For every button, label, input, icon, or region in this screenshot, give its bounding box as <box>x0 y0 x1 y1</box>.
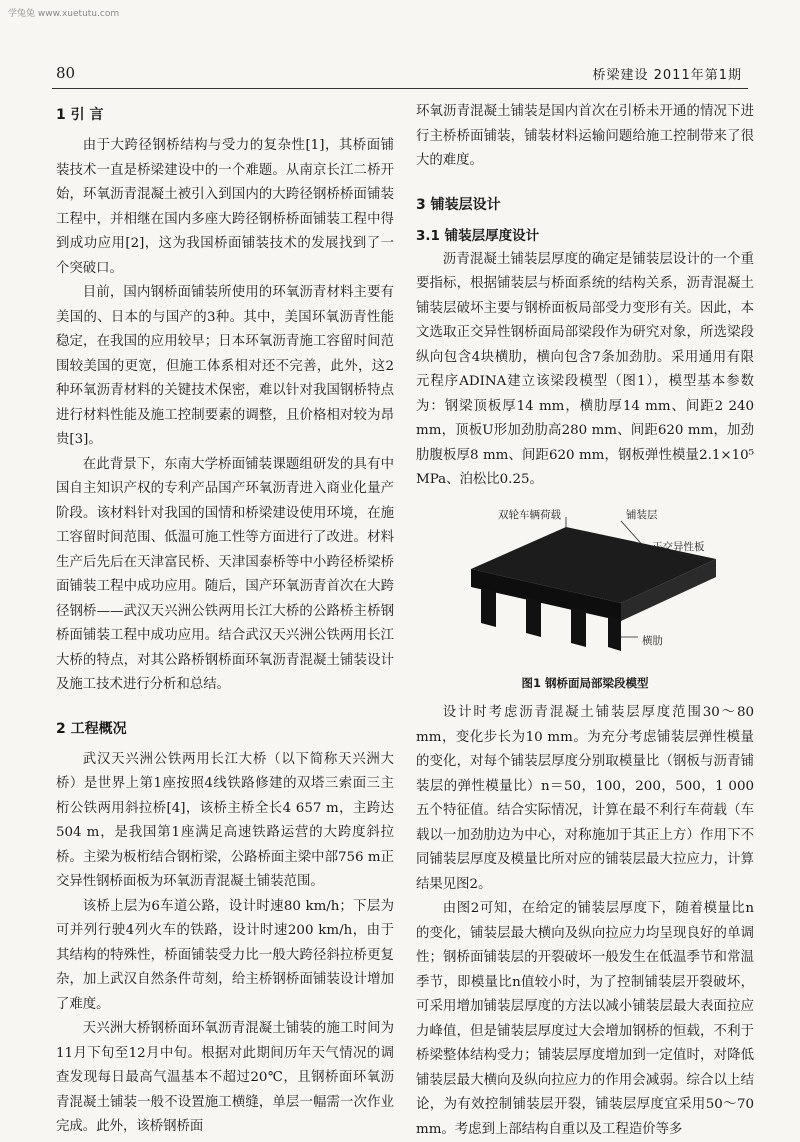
label-orthotropic-plate: 正交异性板 <box>652 540 705 553</box>
figure-1 <box>416 499 754 669</box>
right-column <box>416 100 754 1142</box>
page-number: 80 <box>56 64 76 82</box>
paragraph: 目前，国内钢桥面铺装所使用的环氧沥青材料主要有美国的、日本的与国产的3种。其中，美国环氧沥青性能稳定，在我国的应用较早；日本环氧沥青施工容留时间范围较美国的更宽，但施工体系相对还不完善，此外，这2种环氧沥青材料的关键技术保密，难以针对我国钢桥特点进行材料性能及施工控制要素的调整，且价格相对较为昂贵[3]。 <box>56 285 394 447</box>
paragraph: 武汉天兴洲公铁两用长江大桥（以下简称天兴洲大桥）是世界上第1座按照4线铁路修建的双塔三索面三主桁公铁两用斜拉桥[4]，该桥主桥全长4 657 m，主跨达504 m，是我国第1座满足高速铁路运营的大跨度斜拉桥。主梁为板桁结合钢桁梁，公路桥面主梁中部756 m正交异性钢桥面板为环氧沥青混凝土铺装范围。 <box>56 751 394 889</box>
paragraph: 在此背景下，东南大学桥面铺装课题组研发的具有中国自主知识产权的专利产品国产环氧沥青进入商业化量产阶段。该材料针对我国的国情和桥梁建设使用环境，在施工容留时间范围、低温可施工性等方面进行了改进。材料生产后先后在天津富民桥、天津国泰桥等中小跨径桥梁桥面铺装工程中成功应用。随后，国产环氧沥青首次在大跨径钢桥——武汉天兴洲公铁两用长江大桥的公路桥主桥钢桥面铺装工程中成功应用。结合武汉天兴洲公铁两用长江大桥的特点，对其公路桥钢桥面环氧沥青混凝土铺装设计及施工技术进行分析和总结。 <box>56 456 394 692</box>
label-paving-layer: 铺装层 <box>626 508 658 521</box>
section-1-title: 1 引 言 <box>56 107 104 123</box>
paragraph: 设计时考虑沥青混凝土铺装层厚度范围30～80 mm，变化步长为10 mm。为充分考虑铺装层弹性模量的变化，对每个铺装层厚度分别取模量比（钢板与沥青铺装层的弹性模量比）n＝50，100，200，500，1 000五个特征值。结合实际情况，计算在最不利行车荷载（车载以一加劲肋边为中心，对称施加于其正上方）作用下不同铺装层厚度及模量比所对应的铺装层最大拉应力，计算结果见图2。 <box>416 705 754 892</box>
subsection-3-1-title: 3.1 铺装层厚度设计 <box>416 227 540 244</box>
paragraph: 环氧沥青混凝土铺装是国内首次在引桥未开通的情况下进行主桥桥面铺装，铺装材料运输问题给施工控制带来了很大的难度。 <box>416 104 754 168</box>
label-transverse-rib: 横肋 <box>642 634 663 647</box>
bridge-deck-model-diagram <box>416 499 754 669</box>
section-2-title: 2 工程概况 <box>56 720 127 737</box>
watermark: 学兔兔 www.xuetutu.com <box>8 9 120 19</box>
paragraph: 天兴洲大桥钢桥面环氧沥青混凝土铺装的施工时间为11月下旬至12月中旬。根据对此期间历年天气情况的调查发现每日最高气温基本不超过20℃，且钢桥面环氧沥青混凝土铺装一般不设置施工横缝，单层一幅需一次作业完成。此外，该桥钢桥面 <box>56 1021 394 1134</box>
paragraph: 该桥上层为6车道公路，设计时速80 km/h；下层为可并列行驶4列火车的铁路，设计时速200 km/h，由于其结构的特殊性，桥面铺装受力比一般大跨径斜拉桥更复杂，加上武汉自然条件苛刻，给主桥钢桥面铺装设计增加了难度。 <box>56 898 394 1012</box>
header-rule <box>52 88 748 89</box>
section-3-title: 3 铺装层设计 <box>416 196 501 213</box>
label-vehicle-load: 双轮车辆荷载 <box>498 508 561 521</box>
figure-caption: 图1 钢桥面局部梁段模型 <box>521 675 649 690</box>
paragraph: 沥青混凝土铺装层厚度的确定是铺装层设计的一个重要指标，根据铺装层与桥面系统的结构关系，沥青混凝土铺装层破坏主要与钢桥面板局部受力变形有关。因此，本文选取正交异性钢桥面局部梁段作为研究对象，所选梁段纵向包含4块横肋，横向包含7条加劲肋。采用通用有限元程序ADINA建立该梁段模型（图1），模型基本参数为：钢梁顶板厚14 mm，横肋厚14 mm、间距2 240 mm，顶板U形加劲肋高280 mm、间距620 mm，加劲肋腹板厚8 mm、间距620 mm，钢板弹性模量2.1×10⁵ MPa、泊松比0.25。 <box>416 251 754 487</box>
left-column <box>56 100 394 1140</box>
journal-header: 桥梁建设 2011年第1期 <box>592 68 742 83</box>
paragraph: 由图2可知，在给定的铺装层厚度下，随着模量比n的变化，铺装层最大横向及纵向拉应力均呈现良好的单调性；钢桥面铺装层的开裂破坏一般发生在低温季节和常温季节，即模量比n值较小时，为了控制铺装层开裂破坏，可采用增加铺装层厚度的方法以减小铺装层最大表面拉应力峰值，但是铺装层厚度过大会增加钢桥的恒载，不利于桥梁整体结构受力；铺装层厚度增加到一定值时，对降低铺装层最大横向及纵向拉应力的作用会减弱。综合以上结论，为有效控制铺装层开裂，铺装层厚度宜采用50～70 mm。考虑到上部结构自重以及工程造价等多 <box>416 901 754 1137</box>
paragraph: 由于大跨径钢桥结构与受力的复杂性[1]，其桥面铺装技术一直是桥梁建设中的一个难题。从南京长江二桥开始，环氧沥青混凝土被引入到国内的大跨径钢桥桥面铺装工程中，并相继在国内多座大跨径钢桥桥面铺装工程中得到成功应用[2]，这为我国桥面铺装技术的发展找到了一个突破口。 <box>56 138 394 276</box>
